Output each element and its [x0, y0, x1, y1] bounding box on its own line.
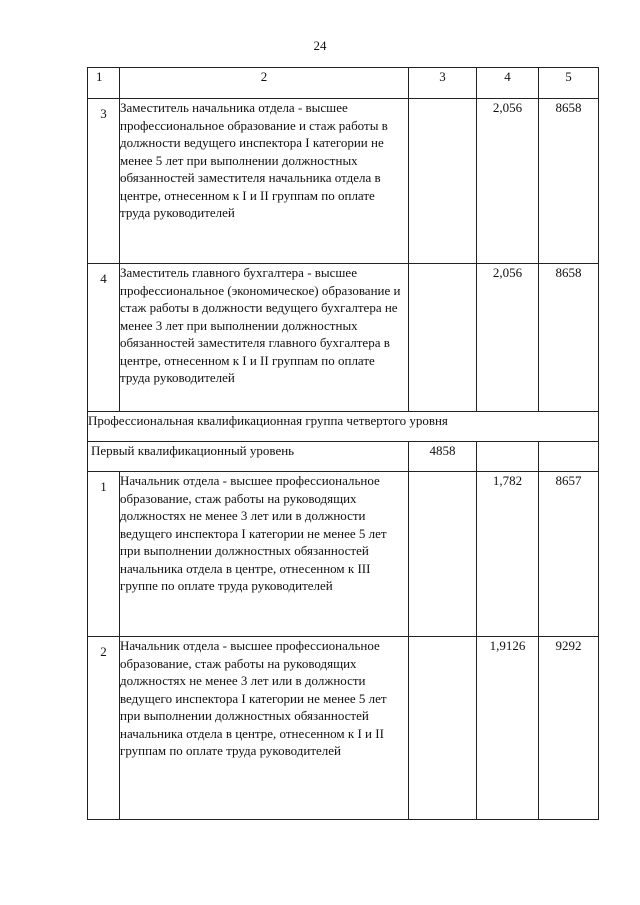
section-row [88, 412, 599, 442]
position-description: Начальник отдела - высшее профессиональное образование, стаж работы на руководящих должностях не менее 3 лет или в должности ведущего инспектора I категории не менее 5 лет при выполнении должностных обязанностей начальника отдела в центре, отнесенном к III группе по оплате труда руководителей [120, 472, 409, 637]
salary-cell: 8658 [539, 264, 599, 412]
header-col-5: 5 [539, 68, 599, 99]
row-number: 1 [88, 472, 120, 637]
level-coefficient-cell [477, 442, 539, 472]
base-salary-cell [409, 637, 477, 820]
salary-cell: 8657 [539, 472, 599, 637]
table-row [88, 637, 599, 820]
table-row [88, 472, 599, 637]
coefficient-cell: 2,056 [477, 99, 539, 264]
base-salary-cell [409, 472, 477, 637]
table-row [88, 99, 599, 264]
qualification-table [87, 67, 599, 820]
header-col-1: 1 [88, 68, 120, 99]
coefficient-cell: 1,9126 [477, 637, 539, 820]
level-label: Первый квалификационный уровень [88, 442, 409, 472]
salary-cell: 9292 [539, 637, 599, 820]
level-row [88, 442, 599, 472]
salary-cell: 8658 [539, 99, 599, 264]
row-number: 4 [88, 264, 120, 412]
coefficient-cell: 2,056 [477, 264, 539, 412]
header-col-2: 2 [120, 68, 409, 99]
table-row [88, 264, 599, 412]
position-description: Заместитель начальника отдела - высшее профессиональное образование и стаж работы в должности ведущего инспектора I категории не менее 5 лет при выполнении должностных обязанностей заместителя начальника отдела в центре, отнесенном к I и II группам по оплате труда руководителей [120, 99, 409, 264]
section-title: Профессиональная квалификационная группа четвертого уровня [88, 412, 599, 442]
header-col-3: 3 [409, 68, 477, 99]
header-row [88, 68, 599, 99]
level-base-salary: 4858 [409, 442, 477, 472]
position-description: Заместитель главного бухгалтера - высшее профессиональное (экономическое) образование и стаж работы в должности ведущего бухгалтера не менее 3 лет при выполнении должностных обязанностей заместителя главного бухгалтера в центре, отнесенном к I и II группам по оплате труда руководителей [120, 264, 409, 412]
page-number: 24 [313, 38, 327, 53]
row-number: 2 [88, 637, 120, 820]
base-salary-cell [409, 99, 477, 264]
coefficient-cell: 1,782 [477, 472, 539, 637]
base-salary-cell [409, 264, 477, 412]
row-number: 3 [88, 99, 120, 264]
header-col-4: 4 [477, 68, 539, 99]
position-description: Начальник отдела - высшее профессиональное образование, стаж работы на руководящих должностях не менее 3 лет или в должности ведущего инспектора I категории не менее 5 лет при выполнении должностных обязанностей начальника отдела в центре, отнесенном к I и II группам по оплате труда руководителей [120, 637, 409, 820]
level-salary-cell [539, 442, 599, 472]
